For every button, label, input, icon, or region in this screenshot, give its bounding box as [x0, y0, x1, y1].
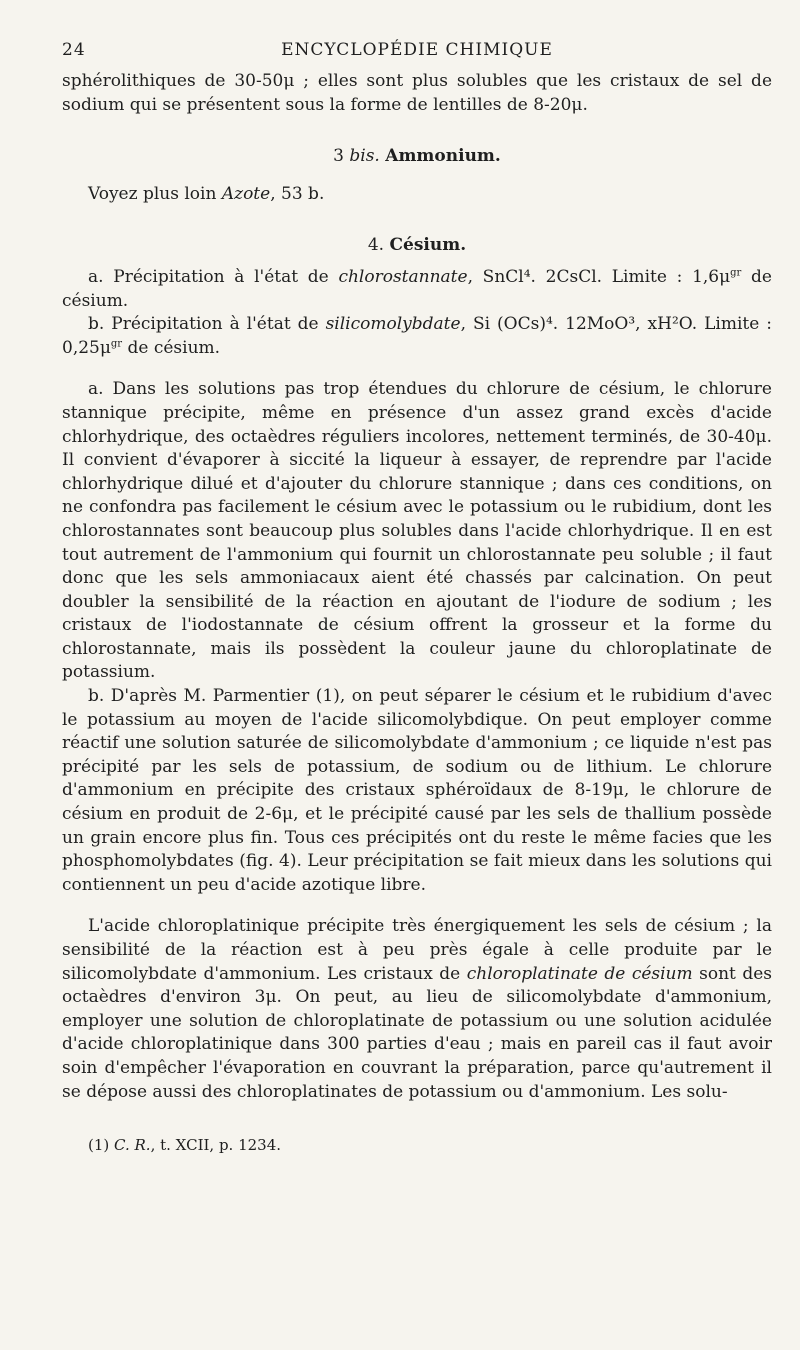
page — [62, 40, 772, 1158]
footnote — [62, 1134, 772, 1158]
item-label: a. — [88, 266, 104, 287]
paragraph-a: a. Dans les solutions pas trop étendues du chlorure de césium, le chlorure stannique précipite, même en présence d'un assez grand excès d'acide chlorhydrique, des octaèdres réguliers incolores, nettement terminés, de 30-40μ. Il convient d'évaporer à siccité la liqueur à essayer, de reprendre par l'acide chlorhydrique dilué et d'ajouter du chlorure stannique ; dans ces conditions, on ne confondra pas facilement le césium avec le potassium ou le rubidium, dont les chlorostannates sont beaucoup plus solubles dans l'acide chlorhydrique. Il en est tout autrement de l'ammonium qui fournit un chlorostannate peu soluble ; il faut donc que les sels ammoniacaux aient été chassés par calcination. On peut doubler la sensibilité de la réaction en ajoutant de l'iodure de sodium ; les cristaux de l'iodostannate de césium offrent la grosseur et la forme du chlorostannate, mais ils possèdent la couleur jaune du chloroplatinate de potassium. — [62, 379, 772, 683]
section-number: 3 — [333, 146, 344, 167]
paragraph-text: L'acide chloroplatinique précipite très énergiquement les sels de césium ; la sensibilité de la réaction est à peu près égale à celle produite par le silicomolybdate d'ammonium. Les cristaux de — [62, 916, 772, 984]
section-heading-cesium — [62, 234, 772, 258]
item-text-end: de césium. — [122, 337, 221, 358]
footnote-marker: (1) — [88, 1136, 110, 1155]
running-head — [62, 40, 772, 70]
paragraph-term: chloroplatinate de césium — [466, 963, 693, 984]
item-text: Précipitation à l'état de — [104, 314, 326, 335]
item-label: b. — [88, 314, 105, 335]
section-name: Césium. — [389, 235, 467, 256]
item-term: chlorostannate — [338, 266, 468, 287]
page-number: 24 — [62, 40, 86, 60]
item-term: silicomolybdate — [325, 314, 461, 335]
item-formula: , SnCl⁴. 2CsCl. Limite : 1,6μ — [467, 266, 731, 287]
paragraph-b: b. D'après M. Parmentier (1), on peut séparer le césium et le rubidium d'avec le potassium au moyen de l'acide silicomolybdique. On peut employer comme réactif une solution saturée de silicomolybdate d'ammonium ; ce liquide n'est pas précipité par les sels de potassium, de sodium ou de lithium. Le chlorure d'ammonium en précipite des cristaux sphéroïdaux de 8-19μ, le chlorure de césium en produit de 2-6μ, et le précipité causé par les sels de thallium possède un grain encore plus fin. Tous ces précipités ont du reste le même facies que les phosphomolybdates (fig. 4). Leur précipitation se fait mieux dans les solutions qui contiennent un peu d'acide azotique libre. — [62, 686, 772, 895]
summary-item-b — [62, 313, 772, 360]
footnote-reference: , t. XCII, p. 1234. — [150, 1136, 282, 1155]
paragraph-text-end: sont des octaèdres d'environ 3μ. On peut, au lieu de silicomolybdate d'ammonium, employer une solution de chloroplatinate de potassium ou une solution acidulée d'acide chloroplatinique dans 300 parties d'eau ; mais en pareil cas il faut avoir soin d'empêcher l'évaporation en couvrant la préparation, parce qu'autrement il se dépose aussi des chloroplatinates de potassium ou d'ammonium. Les solu- — [62, 963, 773, 1102]
unit-superscript: gr — [730, 267, 742, 279]
running-title: ENCYCLOPÉDIE CHIMIQUE — [281, 40, 553, 60]
intro-paragraph: sphérolithiques de 30-50μ ; elles sont plus solubles que les cristaux de sel de sodium qui se présentent sous la forme de lentilles de 8-20μ. — [62, 71, 772, 115]
section-number: 4. — [367, 235, 385, 256]
item-text: Précipitation à l'état de — [103, 266, 339, 287]
cross-reference-suffix: , 53 b. — [270, 183, 325, 204]
cross-reference-target: Azote — [221, 183, 271, 204]
unit-superscript: gr — [110, 338, 123, 350]
section-number-suffix: bis. — [349, 146, 380, 167]
footnote-source: C. R. — [114, 1136, 151, 1155]
summary-item-a — [62, 266, 772, 313]
cross-reference — [88, 183, 772, 207]
item-formula: , Si (OCs)⁴. 12MoO³, xH²O. Limite : 0,25μ — [62, 314, 772, 358]
paragraph-chloroplatinate — [62, 915, 772, 1104]
section-name: Ammonium. — [385, 146, 501, 167]
item-text-end: de césium. — [62, 266, 772, 311]
section-heading-ammonium — [62, 145, 772, 169]
cross-reference-prefix: Voyez plus loin — [88, 183, 222, 204]
